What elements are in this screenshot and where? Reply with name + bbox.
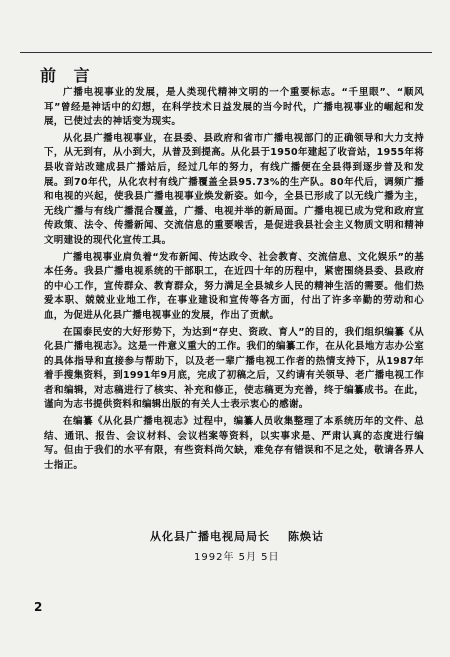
signature-name: 陈焕诂 <box>288 530 324 543</box>
top-rule <box>20 52 432 53</box>
page-title: 前 言 <box>40 66 96 85</box>
paragraph: 在编纂《从化县广播电视志》过程中，编纂人员收集整理了本系统历年的文件、总结、通讯、报告、会议材料、会议档案等资料，以实事求是、严肃认真的态度进行编写。但由于我们的水平有限，有些资料尚欠缺，难免存有错误和不足之处，敬请各界人士指正。 <box>44 416 424 471</box>
signature-date: 1992年 5月 5日 <box>194 552 280 563</box>
paragraph: 从化县广播电视事业，在县委、县政府和省市广播电视部门的正确领导和大力支持下，从无到有，从小到大，从普及到提高。从化县于1950年建起了收音站，1955年将县收音站改建成县广播站后，经过几年的努力，有线广播便在全县得到逐步普及和发展。到70年代，从化农村有线广播覆盖全县95.73%的生产队。80年代后，调频广播和电视的兴起，使我县广播电视事业焕发新姿。如今，全县已形成了以无线广播为主，无线广播与有线广播混合覆盖，广播、电视并举的新局面。广播电视已成为党和政府宣传政策、法令、传播新闻、交流信息的重要喉舌，是促进我县社会主义物质文明和精神文明建设的现代化宣传工具。 <box>44 132 424 246</box>
signature-line <box>150 528 324 544</box>
paragraph: 广播电视事业肩负着“发布新闻、传达政令、社会教育、交流信息、文化娱乐”的基本任务。我县广播电视系统的干部职工，在近四十年的历程中，紧密围绕县委、县政府的中心工作，宣传群众、教育群众，努力满足全县城乡人民的精神生活的需要。他们热爱本职、兢兢业业地工作，在事业建设和宣传等各方面，付出了许多辛勤的劳动和心血，为促进从化县广播电视事业的发展，作出了贡献。 <box>44 251 424 321</box>
signature-organization: 从化县广播电视局局长 <box>150 530 270 543</box>
paragraph: 广播电视事业的发展，是人类现代精神文明的一个重要标志。“千里眼”、“顺风耳”曾经是神话中的幻想，在科学技术日益发展的当今时代，广播电视事业的崛起和发展，已使过去的神话变为现实。 <box>44 87 424 128</box>
paragraph: 在国泰民安的大好形势下，为达到“存史、资政、育人”的目的，我们组织编纂《从化县广播电视志》。这是一件意义重大的工作。我们的编纂工作，在从化县地方志办公室的具体指导和直接参与帮助下，以及老一辈广播电视工作者的热情支持下，从1987年着手搜集资料，到1991年9月底，完成了初稿之后，又约请有关领导、老广播电视工作者和编辑，对志稿进行了核实、补充和修正，使志稿更为充善，终于编纂成书。在此，谨向为志书提供资料和编辑出版的有关人士表示衷心的感谢。 <box>44 326 424 411</box>
page-number: 2 <box>34 600 43 614</box>
preface-body <box>44 86 424 475</box>
